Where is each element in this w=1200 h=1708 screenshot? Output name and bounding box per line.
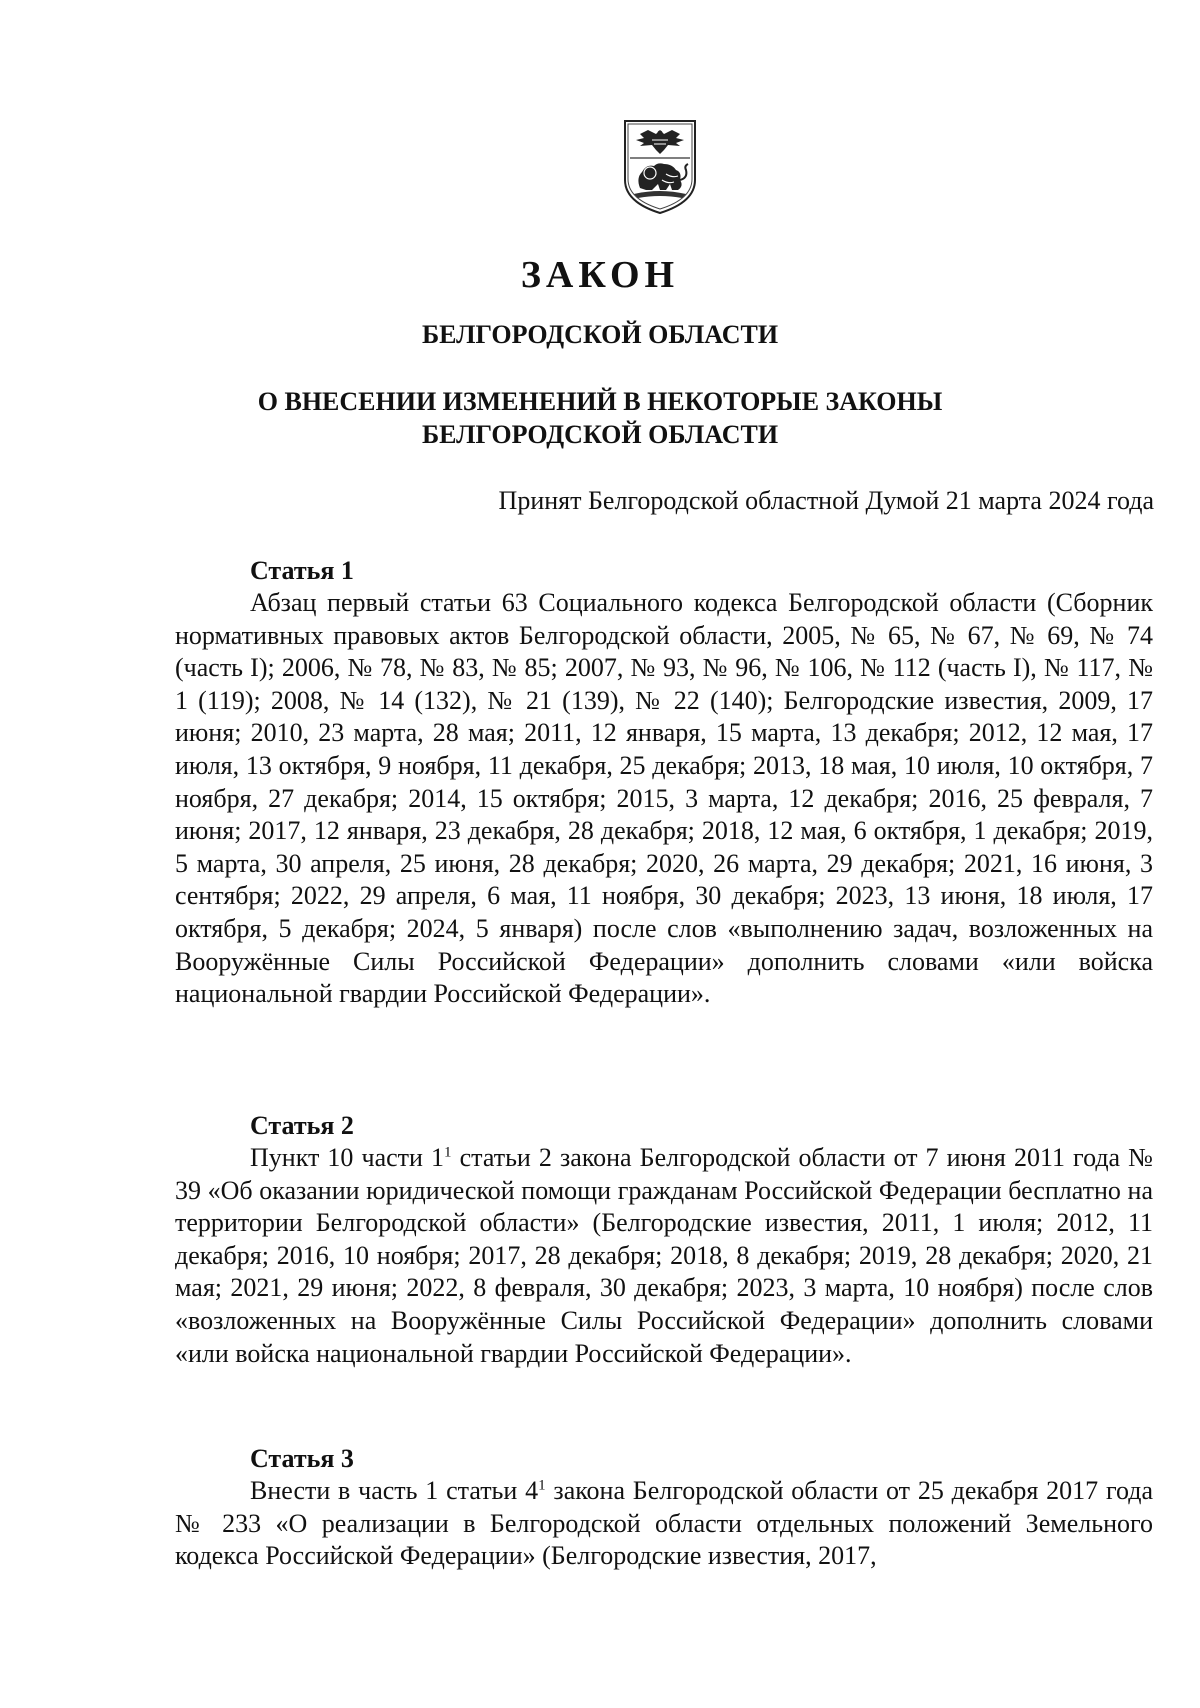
document-subject	[0, 385, 1200, 451]
article-3-body-part-1: Внести в часть 1 статьи 4	[250, 1476, 539, 1505]
article-2-body	[175, 1142, 1153, 1370]
article-2-body-part-2: статьи 2 закона Белгородской области от 7 июня 2011 года № 39 «Об оказании юридической помощи гражданам Российской Федерации бесплатно на территории Белгородской области» (Белгородские известия, 2011, 1 июля; 2012, 11 декабря; 2016, 10 ноября; 2017, 28 декабря; 2018, 8 декабря; 2019, 28 декабря; 2020, 21 мая; 2021, 29 июня; 2022, 8 февраля, 30 декабря; 2023, 3 марта, 10 ноября) после слов «возложенных на Вооружённые Силы Российской Федерации» дополнить словами «или войска национальной гвардии Российской Федерации».	[175, 1143, 1153, 1368]
article-2-body-part-1: Пункт 10 части 1	[250, 1143, 445, 1172]
article-3-heading: Статья 3	[250, 1444, 354, 1473]
document-title: ЗАКОН	[520, 254, 680, 296]
article-1-body: Абзац первый статьи 63 Социального кодекса Белгородской области (Сборник нормативных правовых актов Белгородской области, 2005, № 65, № 67, № 69, № 74 (часть I); 2006, № 78, № 83, № 85; 2007, № 93, № 96, № 106, № 112 (часть I), № 117, № 1 (119); 2008, № 14 (132), № 21 (139), № 22 (140); Белгородские известия, 2009, 17 июня; 2010, 23 марта, 28 мая; 2011, 12 января, 15 марта, 13 декабря; 2012, 12 мая, 17 июля, 13 октября, 9 ноября, 11 декабря, 25 декабря; 2013, 18 мая, 10 июля, 10 октября, 7 ноября, 27 декабря; 2014, 15 октября; 2015, 3 марта, 12 декабря; 2016, 25 февраля, 7 июня; 2017, 12 января, 23 декабря, 28 декабря; 2018, 12 мая, 6 октября, 1 декабря; 2019, 5 марта, 30 апреля, 25 июня, 28 декабря; 2020, 26 марта, 29 декабря; 2021, 16 июня, 3 сентября; 2022, 29 апреля, 6 мая, 11 ноября, 30 декабря; 2023, 13 июня, 18 июля, 17 октября, 5 декабря; 2024, 5 января) после слов «выполнению задач, возложенных на Вооружённые Силы Российской Федерации» дополнить словами «или войска национальной гвардии Российской Федерации».	[175, 588, 1153, 1009]
document-subject-line-1: О ВНЕСЕНИИ ИЗМЕНЕНИЙ В НЕКОТОРЫЕ ЗАКОНЫ	[257, 387, 943, 416]
article-2-superscript: 1	[444, 1144, 452, 1161]
belgorod-coat-of-arms-icon	[622, 118, 698, 216]
article-2-heading: Статья 2	[250, 1111, 354, 1140]
article-3-superscript: 1	[538, 1477, 546, 1494]
adoption-note: Принят Белгородской областной Думой 21 марта 2024 года	[498, 486, 1154, 515]
article-3-body	[175, 1475, 1153, 1573]
document-region: БЕЛГОРОДСКОЙ ОБЛАСТИ	[421, 320, 779, 349]
article-1-heading: Статья 1	[250, 556, 354, 585]
article-3-body-part-2: закона Белгородской области от 25 декабря 2017 года № 233 «О реализации в Белгородской области отдельных положений Земельного кодекса Российской Федерации» (Белгородские известия, 2017,	[175, 1476, 1153, 1571]
document-subject-line-2: БЕЛГОРОДСКОЙ ОБЛАСТИ	[421, 420, 779, 449]
